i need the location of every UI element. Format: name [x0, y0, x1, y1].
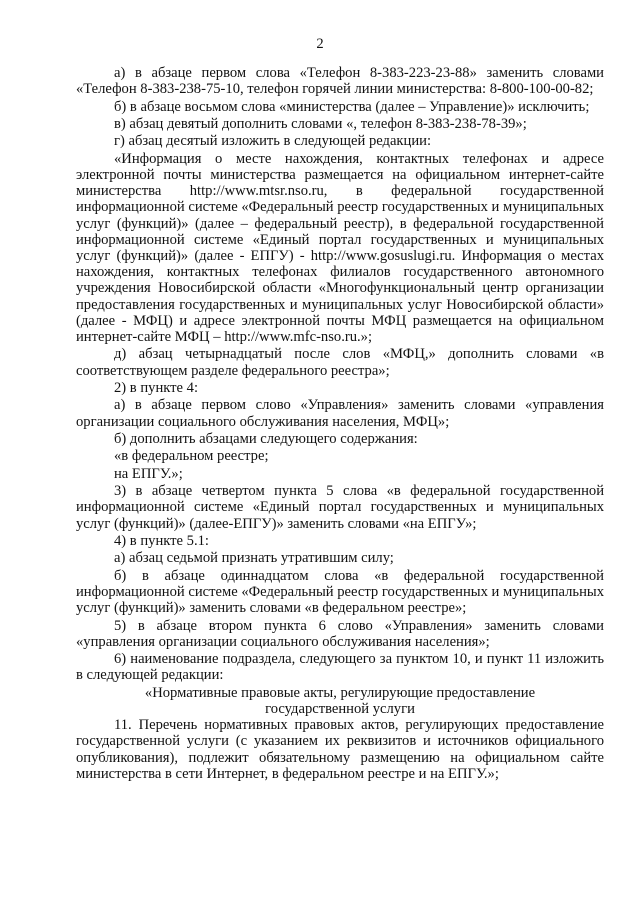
- page-number: 2: [316, 36, 324, 52]
- paragraph-d-fourteenth: д) абзац четырнадцатый после слов «МФЦ,» дополнить словами «в соответствующем разделе федерального реестра»;: [76, 346, 604, 379]
- paragraph-4b: б) в абзаце одиннадцатом слова «в федеральной государственной информационной системе «Федеральный реестр государственных и муниципальных услуг (функций)» заменить словами «в федеральном реестре»;: [76, 567, 605, 617]
- paragraph-item-2: 2) в пункте 4:: [114, 379, 199, 396]
- paragraph-g-tenth: г) абзац десятый изложить в следующей редакции:: [114, 133, 432, 150]
- paragraph-item-5: 5) в абзаце втором пункта 6 слово «Управления» заменить словами «управления организации социального обслуживания населения»;: [76, 617, 604, 650]
- paragraph-a-phone: а) в абзаце первом слова «Телефон 8-383-223-23-88» заменить словами «Телефон 8-383-238-75-10, телефон горячей линии министерства: 8-800-100-00-82;: [76, 65, 604, 98]
- paragraph-item-6: 6) наименование подраздела, следующего за пунктом 10, и пункт 11 изложить в следующей редакции:: [76, 651, 604, 684]
- paragraph-epgu: на ЕПГУ.»;: [114, 465, 183, 482]
- paragraph-item-11: 11. Перечень нормативных правовых актов, регулирующих предоставление государственной услуги (с указанием их реквизитов и источников официального опубликования), подлежит обязательному размещению на официальном сайте министерства в сети Интернет, в федеральном реестре и на ЕПГУ.»;: [76, 717, 604, 782]
- paragraph-v-ninth: в) абзац девятый дополнить словами «, телефон 8-383-238-78-39»;: [114, 115, 527, 132]
- subsection-heading-line1: «Нормативные правовые акты, регулирующие предоставление: [144, 684, 536, 701]
- paragraph-item-4: 4) в пункте 5.1:: [114, 532, 209, 549]
- paragraph-4a: а) абзац седьмой признать утратившим силу;: [114, 550, 394, 567]
- document-body: [76, 65, 604, 783]
- subsection-heading-line2: государственной услуги: [265, 700, 415, 717]
- paragraph-info-quote: «Информация о месте нахождения, контактных телефонах и адресе электронной почты министерства размещается на официальном интернет-сайте министерства http://www.mtsr.nso.ru, в федеральной государственной информационной системе «Федеральный реестр государственных и муниципальных услуг (функций)» (далее – федеральный реестр), в федеральной государственной информационной системе «Единый портал государственных и муниципальных услуг (функций)» (далее - ЕПГУ) - http://www.gosuslugi.ru. Информация о местах нахождения, контактных телефонах филиалов государственного автономного учреждения Новосибирской области «Многофункциональный центр организации предоставления государственных и муниципальных услуг Новосибирской области» (далее - МФЦ) и адресе электронной почты МФЦ размещается на официальном интернет-сайте МФЦ – http://www.mfc-nso.ru.»;: [76, 150, 605, 345]
- paragraph-2a: а) в абзаце первом слово «Управления» заменить словами «управления организации социального обслуживания населения, МФЦ»;: [76, 397, 604, 430]
- paragraph-b-eighth: б) в абзаце восьмом слова «министерства (далее – Управление)» исключить;: [114, 98, 590, 115]
- paragraph-item-3: 3) в абзаце четвертом пункта 5 слова «в федеральной государственной информационной системе «Единый портал государственных и муниципальных услуг (функций)» (далее-ЕПГУ)» заменить словами «на ЕПГУ»;: [76, 483, 604, 532]
- paragraph-2b: б) дополнить абзацами следующего содержания:: [114, 430, 418, 447]
- paragraph-fed-registry: «в федеральном реестре;: [114, 448, 269, 465]
